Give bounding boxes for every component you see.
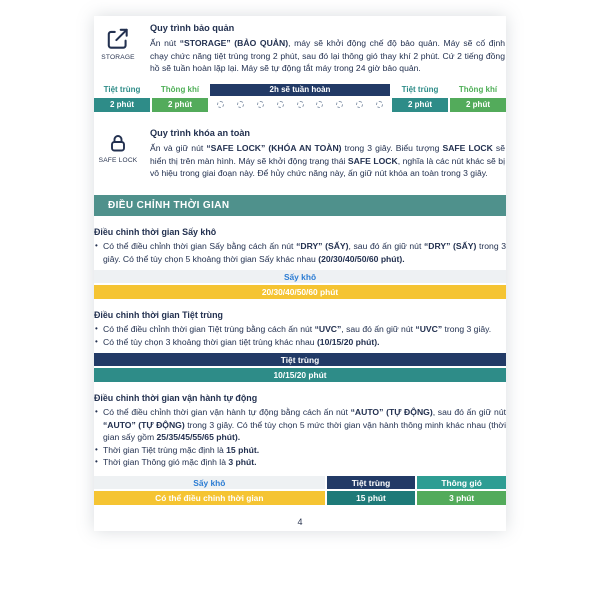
auto-bullet-2: • Thời gian Tiệt trùng mặc định là 15 phút. bbox=[94, 444, 506, 456]
uvc-bullet-1: • Có thể điều chỉnh thời gian Tiệt trùng bằng cách ấn nút “UVC”, sau đó ấn giữ nút “UVC” trong 3 giây. bbox=[94, 323, 506, 335]
auto-summary-table bbox=[94, 476, 506, 505]
storage-title: Quy trình bảo quản bbox=[150, 23, 235, 33]
uvc-label-bar: Tiệt trùng bbox=[94, 353, 506, 366]
cycle-dot bbox=[316, 101, 323, 108]
auto-bullet-1: • Có thể điều chỉnh thời gian vận hành tự động bằng cách ấn nút “AUTO” (TỰ ĐỘNG), sau đó ấn giữ nút “AUTO” (TỰ ĐỘNG) trong 3 giây. Có thể tùy chọn 5 mức thời gian vận hành thông minh khác nhau (thời gian sấy gồm 25/35/45/55/65 phút). bbox=[94, 406, 506, 443]
value-sterilize: 15 phút bbox=[327, 491, 416, 505]
sterilize-duration: 2 phút bbox=[392, 98, 448, 112]
safelock-body: Ấn và giữ nút “SAFE LOCK” (KHÓA AN TOÀN) trong 3 giây. Biểu tượng SAFE LOCK sẽ hiển thị trên màn hình. Máy sẽ khởi động trạng thái SAFE LOCK, nghĩa là các nút khác sẽ bị vô hiệu trong giai đoạn này. Để hủy chức năng này, ấn giữ nút khóa an toàn trong 3 giây. bbox=[150, 143, 505, 178]
dry-title: Điều chỉnh thời gian Sấy khô bbox=[94, 227, 217, 238]
timeline-right-sterilize bbox=[392, 84, 448, 112]
uvc-subsection bbox=[94, 310, 506, 382]
safelock-icon-column bbox=[94, 127, 142, 180]
sterilize-label: Tiệt trùng bbox=[103, 85, 141, 95]
auto-table-header-row bbox=[94, 476, 506, 489]
dry-subsection bbox=[94, 227, 506, 299]
storage-icon-column bbox=[94, 22, 142, 75]
cycle-dot bbox=[257, 101, 264, 108]
header-ventilate: Thông gió bbox=[417, 476, 506, 489]
auto-title: Điều chỉnh thời gian vận hành tự động bbox=[94, 393, 258, 404]
safelock-section bbox=[94, 127, 506, 180]
header-sterilize: Tiệt trùng bbox=[327, 476, 416, 489]
cycle-dot bbox=[376, 101, 383, 108]
auto-bullet-3: • Thời gian Thông gió mặc định là 3 phút. bbox=[94, 456, 506, 468]
ventilate-duration: 2 phút bbox=[450, 98, 506, 112]
cycle-dot bbox=[356, 101, 363, 108]
timeline-left-sterilize bbox=[94, 84, 150, 112]
timeline-cycle bbox=[210, 84, 390, 112]
cycle-dots bbox=[210, 98, 390, 112]
auto-subsection bbox=[94, 393, 506, 505]
timeline-left-ventilate bbox=[152, 84, 208, 112]
storage-icon bbox=[105, 26, 131, 52]
sterilize-duration: 2 phút bbox=[94, 98, 150, 112]
manual-page bbox=[94, 16, 506, 531]
storage-timeline bbox=[94, 84, 506, 112]
dry-label-bar: Sấy khô bbox=[94, 270, 506, 283]
value-ventilate: 3 phút bbox=[417, 491, 506, 505]
cycle-dot bbox=[237, 101, 244, 108]
uvc-title: Điều chỉnh thời gian Tiệt trùng bbox=[94, 310, 223, 321]
ventilate-label: Thông khí bbox=[160, 85, 200, 95]
cycle-label: 2h sẽ tuần hoàn bbox=[210, 84, 390, 96]
storage-section bbox=[94, 22, 506, 75]
cycle-dot bbox=[217, 101, 224, 108]
storage-icon-label: STORAGE bbox=[101, 54, 135, 61]
header-dry: Sấy khô bbox=[94, 476, 325, 489]
cycle-dot bbox=[336, 101, 343, 108]
cycle-dot bbox=[297, 101, 304, 108]
ventilate-duration: 2 phút bbox=[152, 98, 208, 112]
auto-table-value-row bbox=[94, 491, 506, 505]
dry-options-bar: 20/30/40/50/60 phút bbox=[94, 285, 506, 299]
timeline-right-ventilate bbox=[450, 84, 506, 112]
safelock-title: Quy trình khóa an toàn bbox=[150, 127, 251, 138]
storage-text bbox=[150, 22, 506, 75]
safelock-icon-label: SAFE LOCK bbox=[98, 156, 138, 164]
value-dry: Có thể điều chỉnh thời gian bbox=[94, 491, 325, 505]
section-banner: ĐIỀU CHỈNH THỜI GIAN bbox=[94, 195, 506, 216]
ventilate-label: Thông khí bbox=[458, 85, 498, 95]
safelock-text bbox=[150, 127, 506, 180]
uvc-options-bar: 10/15/20 phút bbox=[94, 368, 506, 382]
cycle-dot bbox=[277, 101, 284, 108]
storage-body: Ấn nút “STORAGE” (BẢO QUẢN), máy sẽ khởi động chế độ bảo quản. Máy sẽ cố định chạy chức năng tiệt trùng trong 2 phút, sau đó lại thông gió thay khí 2 phút. Cứ 2 tiếng đồng hồ sẽ tuần hoàn lặp lại. Máy sẽ tự động tắt máy trong 24 giờ bảo quản. bbox=[150, 38, 505, 74]
lock-icon bbox=[106, 131, 130, 155]
dry-body: • Có thể điều chỉnh thời gian Sấy bằng cách ấn nút “DRY” (SẤY), sau đó ấn giữ nút “DRY” (SẤY) trong 3 giây. Có thể tùy chọn 5 khoảng thời gian Sấy khác nhau (20/30/40/50/60 phút). bbox=[94, 240, 506, 265]
sterilize-label: Tiệt trùng bbox=[401, 85, 439, 95]
uvc-bullet-2: • Có thể tùy chọn 3 khoảng thời gian tiệt trùng khác nhau (10/15/20 phút). bbox=[94, 336, 506, 348]
page-number: 4 bbox=[297, 517, 303, 528]
